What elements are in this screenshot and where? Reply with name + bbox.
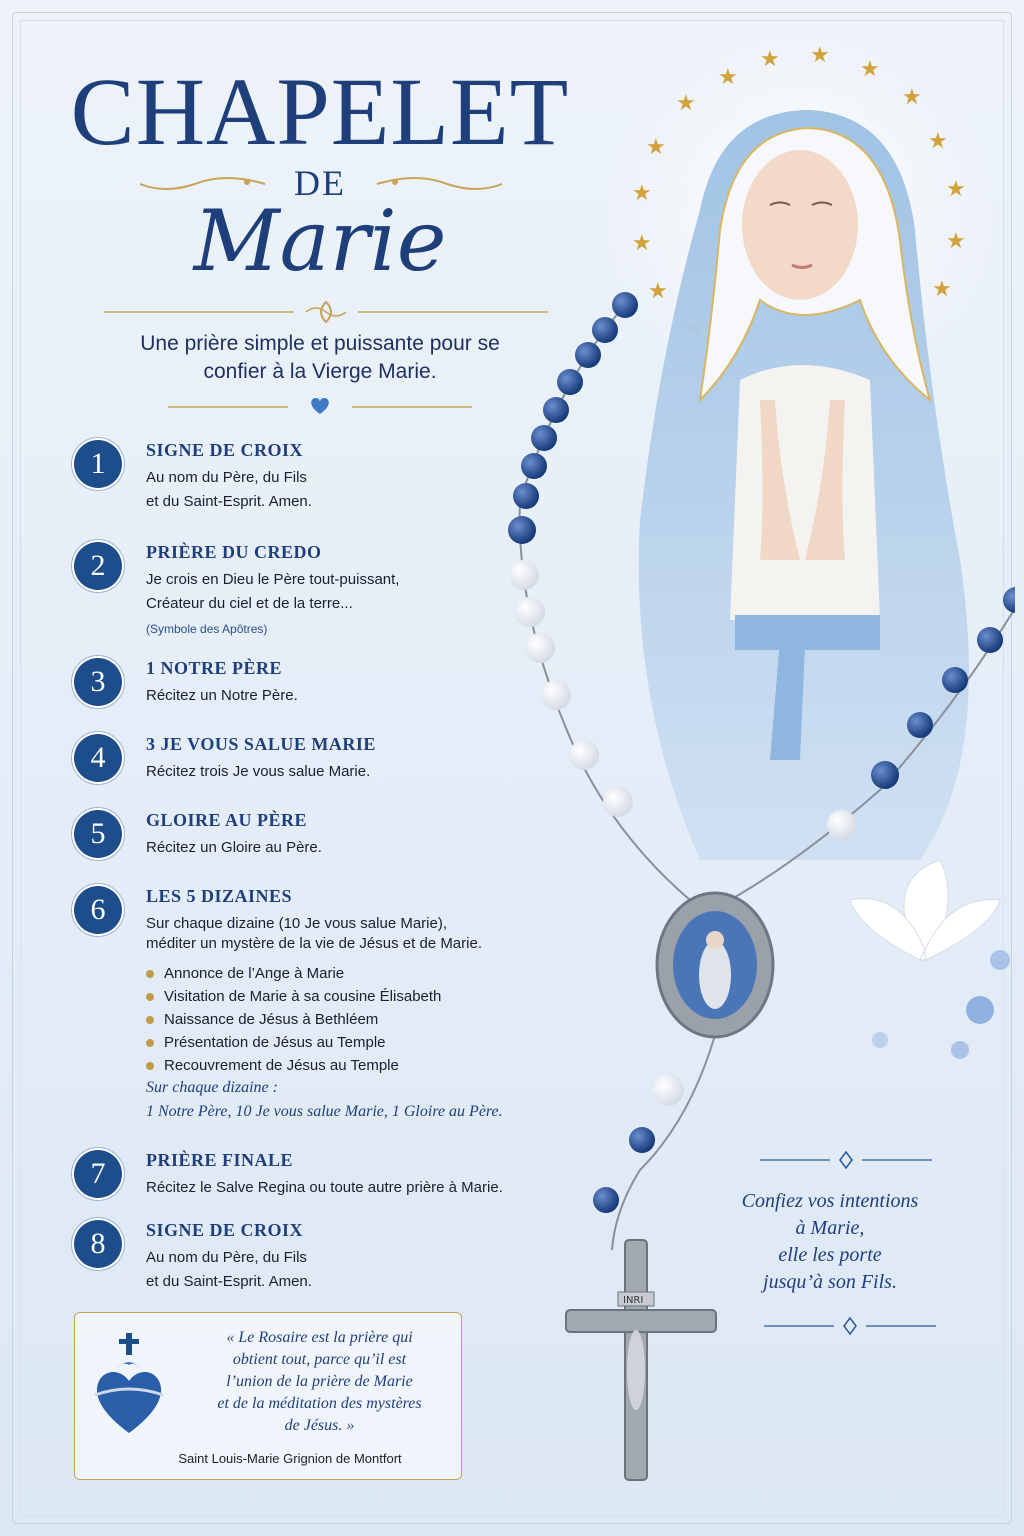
step-line-2: Créateur du ciel et de la terre... [146, 595, 353, 612]
svg-text:★: ★ [632, 230, 652, 255]
inri-label: INRI [623, 1295, 644, 1306]
svg-text:★: ★ [646, 134, 666, 159]
list-item [146, 985, 441, 1008]
montfort-quote-box [74, 1312, 462, 1480]
step-line-1: Récitez un Gloire au Père. [146, 839, 322, 856]
step-title: SIGNE DE CROIX [146, 440, 304, 460]
subtitle-divider [168, 396, 472, 418]
list-item [146, 1054, 441, 1077]
dizaine-note [146, 1076, 503, 1124]
side-quote [740, 1188, 920, 1296]
heart-icon [311, 398, 329, 414]
mystery-label: Visitation de Marie à sa cousine Élisabeth [164, 988, 442, 1005]
step-title: PRIÈRE DU CREDO [146, 542, 322, 562]
svg-text:★: ★ [932, 276, 952, 301]
mystery-label: Naissance de Jésus à Bethléem [164, 1011, 379, 1028]
title-chapelet: CHAPELET [70, 58, 570, 165]
svg-text:★: ★ [946, 176, 966, 201]
quote-line-5: de Jésus. » [284, 1417, 355, 1434]
title-marie: Marie [193, 192, 447, 290]
list-item [146, 1008, 441, 1031]
bullet-icon [146, 993, 154, 1001]
bullet-icon [146, 1062, 154, 1070]
list-item [146, 1031, 441, 1054]
subtitle: Une prière simple et puissante pour se confier à la Vierge Marie. [140, 332, 500, 383]
svg-text:★: ★ [810, 42, 830, 67]
svg-text:★: ★ [860, 56, 880, 81]
svg-text:★: ★ [718, 64, 738, 89]
svg-text:★: ★ [902, 84, 922, 109]
svg-text:★: ★ [760, 46, 780, 71]
side-quote-line-3: elle les porte [778, 1244, 882, 1266]
step-line-2: et du Saint-Esprit. Amen. [146, 493, 312, 510]
svg-text:★: ★ [632, 180, 652, 205]
step-line-1: Récitez un Notre Père. [146, 687, 298, 704]
side-quote-line-4: jusqu’à son Fils. [763, 1271, 897, 1293]
quote-line-4: et de la méditation des mystères [217, 1395, 422, 1412]
step-line-1: Je crois en Dieu le Père tout-puissant, [146, 571, 400, 588]
side-quote-divider-bottom [764, 1316, 936, 1336]
step-title: SIGNE DE CROIX [146, 1220, 304, 1240]
step-line-2: et du Saint-Esprit. Amen. [146, 1273, 312, 1290]
step-number: 3 [74, 658, 122, 706]
svg-text:★: ★ [676, 90, 696, 115]
step-number: 7 [74, 1150, 122, 1198]
mystery-label: Annonce de l’Ange à Marie [164, 965, 345, 982]
step-number: 4 [74, 734, 122, 782]
step-number: 2 [74, 542, 122, 590]
dizaine-note-line-1: Sur chaque dizaine : [146, 1079, 278, 1096]
svg-text:★: ★ [928, 128, 948, 153]
step-title: LES 5 DIZAINES [146, 886, 293, 906]
step-number: 1 [74, 440, 122, 488]
quote-text [187, 1327, 452, 1437]
step-title: PRIÈRE FINALE [146, 1150, 294, 1170]
side-quote-divider-top [760, 1150, 932, 1170]
side-quote-line-2: à Marie, [795, 1217, 865, 1239]
mystery-label: Recouvrement de Jésus au Temple [164, 1057, 399, 1074]
miraculous-medal-icon [657, 893, 773, 1037]
step-line-1: Récitez trois Je vous salue Marie. [146, 763, 371, 780]
step-number: 6 [74, 886, 122, 934]
step-title: 3 JE VOUS SALUE MARIE [146, 734, 376, 754]
quote-line-2: obtient tout, parce qu’il est [232, 1351, 407, 1368]
list-item [146, 962, 441, 985]
lily-flower-icon [850, 860, 1010, 1059]
step-title: GLOIRE AU PÈRE [146, 810, 308, 830]
step-line-1: Sur chaque dizaine (10 Je vous salue Marie), [146, 915, 447, 932]
title-de: DE [294, 163, 346, 203]
sacred-heart-icon [89, 1331, 169, 1441]
step-line-1: Au nom du Père, du Fils [146, 469, 307, 486]
dizaine-note-line-2: 1 Notre Père, 10 Je vous salue Marie, 1 Gloire au Père. [146, 1103, 503, 1120]
quote-line-3: l’union de la prière de Marie [226, 1373, 413, 1390]
svg-text:★: ★ [648, 278, 668, 303]
step-number: 8 [74, 1220, 122, 1268]
mysteries-list [146, 962, 441, 1077]
step-line-1: Récitez le Salve Regina ou toute autre prière à Marie. [146, 1179, 503, 1196]
title-divider [104, 300, 548, 324]
side-quote-line-1: Confiez vos intentions [741, 1190, 919, 1212]
mystery-label: Présentation de Jésus au Temple [164, 1034, 386, 1051]
step-note: (Symbole des Apôtres) [146, 622, 268, 636]
quote-author: Saint Louis-Marie Grignion de Montfort [178, 1451, 402, 1466]
step-number: 5 [74, 810, 122, 858]
step-line-1: Au nom du Père, du Fils [146, 1249, 307, 1266]
quote-line-1: « Le Rosaire est la prière qui [226, 1329, 413, 1346]
crucifix-icon [566, 1240, 716, 1480]
bullet-icon [146, 970, 154, 978]
step-title: 1 NOTRE PÈRE [146, 658, 283, 678]
bullet-icon [146, 1039, 154, 1047]
step-line-2: méditer un mystère de la vie de Jésus et de Marie. [146, 935, 482, 952]
bullet-icon [146, 1016, 154, 1024]
svg-text:★: ★ [946, 228, 966, 253]
